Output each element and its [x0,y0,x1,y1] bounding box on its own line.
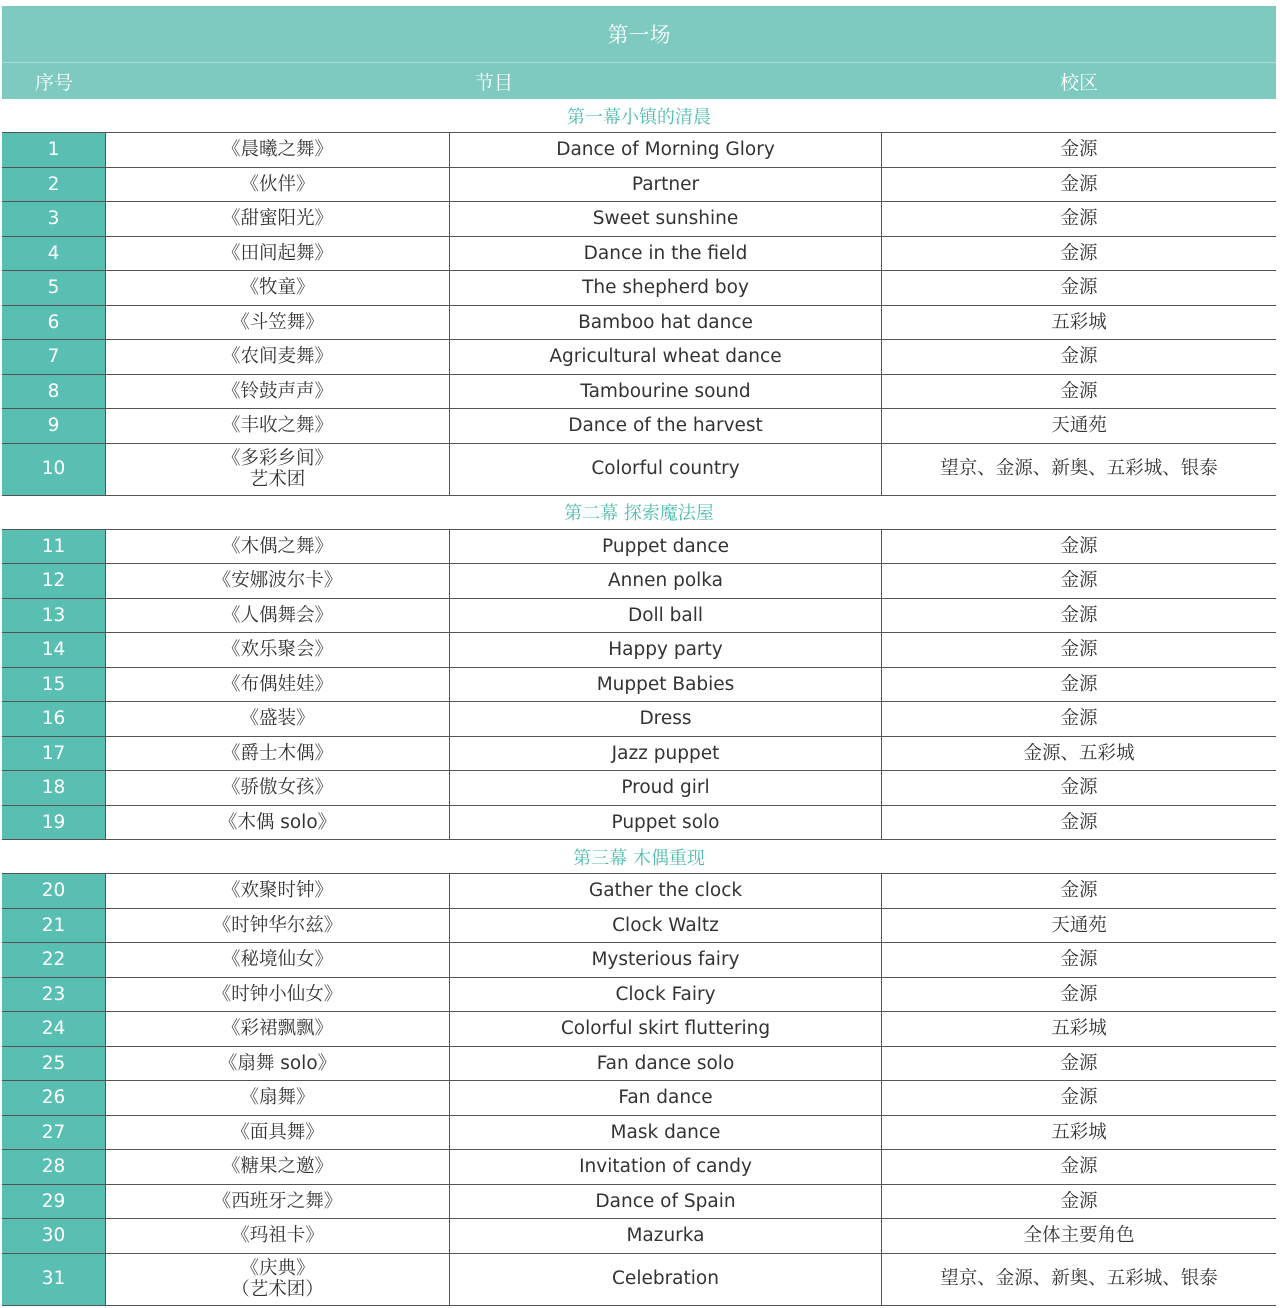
program-chinese-line: 《斗笠舞》 [231,311,324,333]
program-chinese-line: 《彩裙飘飘》 [221,1018,333,1040]
program-english-title: Jazz puppet [450,737,882,771]
program-chinese-title [106,340,450,374]
campus-cell: 金源 [1060,535,1098,557]
program-english-title: Dance in the field [450,237,882,271]
row-number: 10 [2,444,106,495]
table-row [2,874,1276,909]
program-chinese-line: 《庆典》 [240,1257,315,1279]
program-chinese-title [106,978,450,1012]
program-english-title: Mysterious fairy [450,943,882,977]
table-row [2,306,1276,341]
table-row [2,168,1276,203]
program-english-title: The shepherd boy [450,271,882,305]
campus-cell: 金源 [1060,1087,1098,1109]
row-number: 4 [2,237,106,271]
program-english-title: Gather the clock [450,874,882,908]
program-chinese-line: 艺术团 [249,469,306,490]
program-chinese-title [106,943,450,977]
column-header-index: 序号 [34,71,73,94]
table-row [2,271,1276,306]
program-english-title: Colorful country [450,444,882,495]
program-english-title: Muppet Babies [450,668,882,702]
campus-cell: 金源 [1060,983,1098,1005]
program-chinese-title [106,237,450,271]
row-number: 27 [2,1116,106,1150]
campus-cell: 金源 [1060,811,1098,833]
program-chinese-title [106,375,450,409]
row-number: 1 [2,133,106,167]
campus-cell: 金源 [1060,1156,1098,1178]
program-chinese-title [106,1116,450,1150]
program-english-title: Invitation of candy [450,1150,882,1184]
program-chinese-line: 《爵士木偶》 [221,742,333,764]
row-number: 2 [2,168,106,202]
row-number: 25 [2,1047,106,1081]
program-english-title: Clock Fairy [450,978,882,1012]
program-chinese-title [106,1219,450,1253]
program-english-title: Puppet solo [450,806,882,840]
program-chinese-line: 《面具舞》 [231,1121,324,1143]
campus-cell: 金源 [1060,708,1098,730]
table-row [2,1081,1276,1116]
table-row [2,633,1276,668]
table-row [2,806,1276,841]
table-row [2,564,1276,599]
table-row [2,978,1276,1013]
program-chinese-title [106,271,450,305]
program-chinese-title [106,668,450,702]
program-chinese-line: 《铃鼓声声》 [221,380,333,402]
row-number: 22 [2,943,106,977]
program-chinese-title [106,599,450,633]
campus-cell: 金源 [1060,277,1098,299]
program-chinese-line: 《西班牙之舞》 [212,1190,343,1212]
program-chinese-line: （艺术团） [231,1279,324,1300]
program-chinese-line: 《牧童》 [240,277,315,299]
program-chinese-line: 《糖果之邀》 [221,1156,333,1178]
program-chinese-title [106,444,450,495]
table-row [2,530,1276,565]
campus-cell: 天通苑 [1051,914,1107,936]
row-number: 29 [2,1185,106,1219]
program-english-title: Fan dance [450,1081,882,1115]
campus-cell: 金源 [1060,380,1098,402]
table-row [2,1012,1276,1047]
column-header-row [2,62,1276,99]
row-number: 28 [2,1150,106,1184]
table-row [2,133,1276,168]
row-number: 12 [2,564,106,598]
program-chinese-line: 《时钟华尔兹》 [212,914,343,936]
campus-cell: 金源 [1060,346,1098,368]
program-english-title: Clock Waltz [450,909,882,943]
program-chinese-title [106,702,450,736]
program-english-title: Dance of Morning Glory [450,133,882,167]
program-chinese-line: 《多彩乡间》 [221,447,333,469]
program-chinese-line: 《扇舞》 [240,1087,315,1109]
program-chinese-line: 《扇舞 solo》 [218,1052,337,1074]
campus-cell: 五彩城 [1051,1018,1107,1040]
program-chinese-title [106,133,450,167]
program-chinese-line: 《骄傲女孩》 [221,777,333,799]
table-row [2,1185,1276,1220]
campus-cell: 五彩城 [1051,1121,1107,1143]
program-chinese-title [106,806,450,840]
campus-cell: 金源、五彩城 [1023,742,1135,764]
row-number: 13 [2,599,106,633]
campus-cell: 望京、金源、新奥、五彩城、银泰 [940,1268,1218,1290]
program-table [2,6,1276,1306]
row-number: 6 [2,306,106,340]
table-row [2,375,1276,410]
table-row [2,771,1276,806]
program-chinese-line: 《木偶 solo》 [218,811,337,833]
table-row [2,1254,1276,1306]
table-row [2,340,1276,375]
program-chinese-title [106,1150,450,1184]
campus-cell: 金源 [1060,777,1098,799]
program-english-title: Annen polka [450,564,882,598]
campus-cell: 金源 [1060,208,1098,230]
row-number: 19 [2,806,106,840]
program-english-title: Colorful skirt fluttering [450,1012,882,1046]
program-chinese-title [106,1185,450,1219]
campus-cell: 金源 [1060,639,1098,661]
campus-cell: 金源 [1060,1052,1098,1074]
campus-cell: 全体主要角色 [1023,1225,1135,1247]
program-chinese-line: 《时钟小仙女》 [212,983,343,1005]
column-header-campus: 校区 [1059,71,1098,94]
act-heading: 第二幕 探索魔法屋 [2,496,1276,530]
row-number: 11 [2,530,106,564]
program-chinese-title [106,409,450,443]
program-english-title: Puppet dance [450,530,882,564]
row-number: 17 [2,737,106,771]
campus-cell: 金源 [1060,949,1098,971]
row-number: 21 [2,909,106,943]
table-row [2,409,1276,444]
program-chinese-line: 《欢聚时钟》 [221,880,333,902]
program-chinese-title [106,633,450,667]
row-number: 23 [2,978,106,1012]
program-english-title: Tambourine sound [450,375,882,409]
program-english-title: Dance of the harvest [450,409,882,443]
row-number: 5 [2,271,106,305]
table-row [2,1116,1276,1151]
table-row [2,943,1276,978]
program-title: 第一场 [2,6,1276,62]
program-english-title: Celebration [450,1254,882,1305]
row-number: 3 [2,202,106,236]
campus-cell: 金源 [1060,880,1098,902]
table-row [2,909,1276,944]
program-chinese-title [106,1254,450,1305]
program-english-title: Happy party [450,633,882,667]
row-number: 31 [2,1254,106,1305]
program-chinese-line: 《田间起舞》 [221,242,333,264]
column-header-program: 节目 [474,71,513,94]
table-body [2,99,1276,1306]
campus-cell: 望京、金源、新奥、五彩城、银泰 [940,458,1218,480]
program-chinese-title [106,168,450,202]
program-chinese-title [106,1081,450,1115]
program-english-title: Agricultural wheat dance [450,340,882,374]
table-row [2,1150,1276,1185]
program-english-title: Bamboo hat dance [450,306,882,340]
row-number: 14 [2,633,106,667]
program-chinese-line: 《欢乐聚会》 [221,639,333,661]
campus-cell: 金源 [1060,570,1098,592]
table-row [2,599,1276,634]
row-number: 26 [2,1081,106,1115]
program-chinese-title [106,306,450,340]
row-number: 30 [2,1219,106,1253]
table-row [2,668,1276,703]
program-english-title: Sweet sunshine [450,202,882,236]
campus-cell: 金源 [1060,1190,1098,1212]
table-row [2,702,1276,737]
program-chinese-title [106,1012,450,1046]
program-chinese-title [106,909,450,943]
table-row [2,237,1276,272]
table-row [2,202,1276,237]
row-number: 9 [2,409,106,443]
program-chinese-line: 《布偶娃娃》 [221,673,333,695]
program-chinese-line: 《木偶之舞》 [221,535,333,557]
campus-cell: 金源 [1060,173,1098,195]
program-chinese-line: 《甜蜜阳光》 [221,208,333,230]
program-english-title: Doll ball [450,599,882,633]
program-chinese-line: 《农间麦舞》 [221,346,333,368]
program-english-title: Dance of Spain [450,1185,882,1219]
program-chinese-line: 《晨曦之舞》 [221,139,333,161]
campus-cell: 五彩城 [1051,311,1107,333]
campus-cell: 金源 [1060,673,1098,695]
row-number: 24 [2,1012,106,1046]
program-chinese-line: 《安娜波尔卡》 [212,570,343,592]
program-english-title: Fan dance solo [450,1047,882,1081]
program-chinese-line: 《秘境仙女》 [221,949,333,971]
program-english-title: Partner [450,168,882,202]
program-chinese-line: 《盛装》 [240,708,315,730]
table-row [2,1219,1276,1254]
program-chinese-line: 《丰收之舞》 [221,415,333,437]
row-number: 7 [2,340,106,374]
row-number: 16 [2,702,106,736]
row-number: 20 [2,874,106,908]
program-chinese-title [106,737,450,771]
table-row [2,737,1276,772]
campus-cell: 金源 [1060,242,1098,264]
program-chinese-title [106,771,450,805]
act-heading: 第三幕 木偶重现 [2,840,1276,874]
table-row [2,444,1276,496]
program-english-title: Dress [450,702,882,736]
program-chinese-title [106,202,450,236]
campus-cell: 金源 [1060,139,1098,161]
table-row [2,1047,1276,1082]
program-chinese-line: 《伙伴》 [240,173,315,195]
program-english-title: Proud girl [450,771,882,805]
program-english-title: Mazurka [450,1219,882,1253]
row-number: 15 [2,668,106,702]
program-english-title: Mask dance [450,1116,882,1150]
program-chinese-title [106,564,450,598]
campus-cell: 天通苑 [1051,415,1107,437]
campus-cell: 金源 [1060,604,1098,626]
act-heading: 第一幕小镇的清晨 [2,99,1276,133]
program-chinese-title [106,1047,450,1081]
row-number: 18 [2,771,106,805]
program-chinese-title [106,530,450,564]
program-chinese-title [106,874,450,908]
program-chinese-line: 《玛祖卡》 [231,1225,324,1247]
program-chinese-line: 《人偶舞会》 [221,604,333,626]
row-number: 8 [2,375,106,409]
